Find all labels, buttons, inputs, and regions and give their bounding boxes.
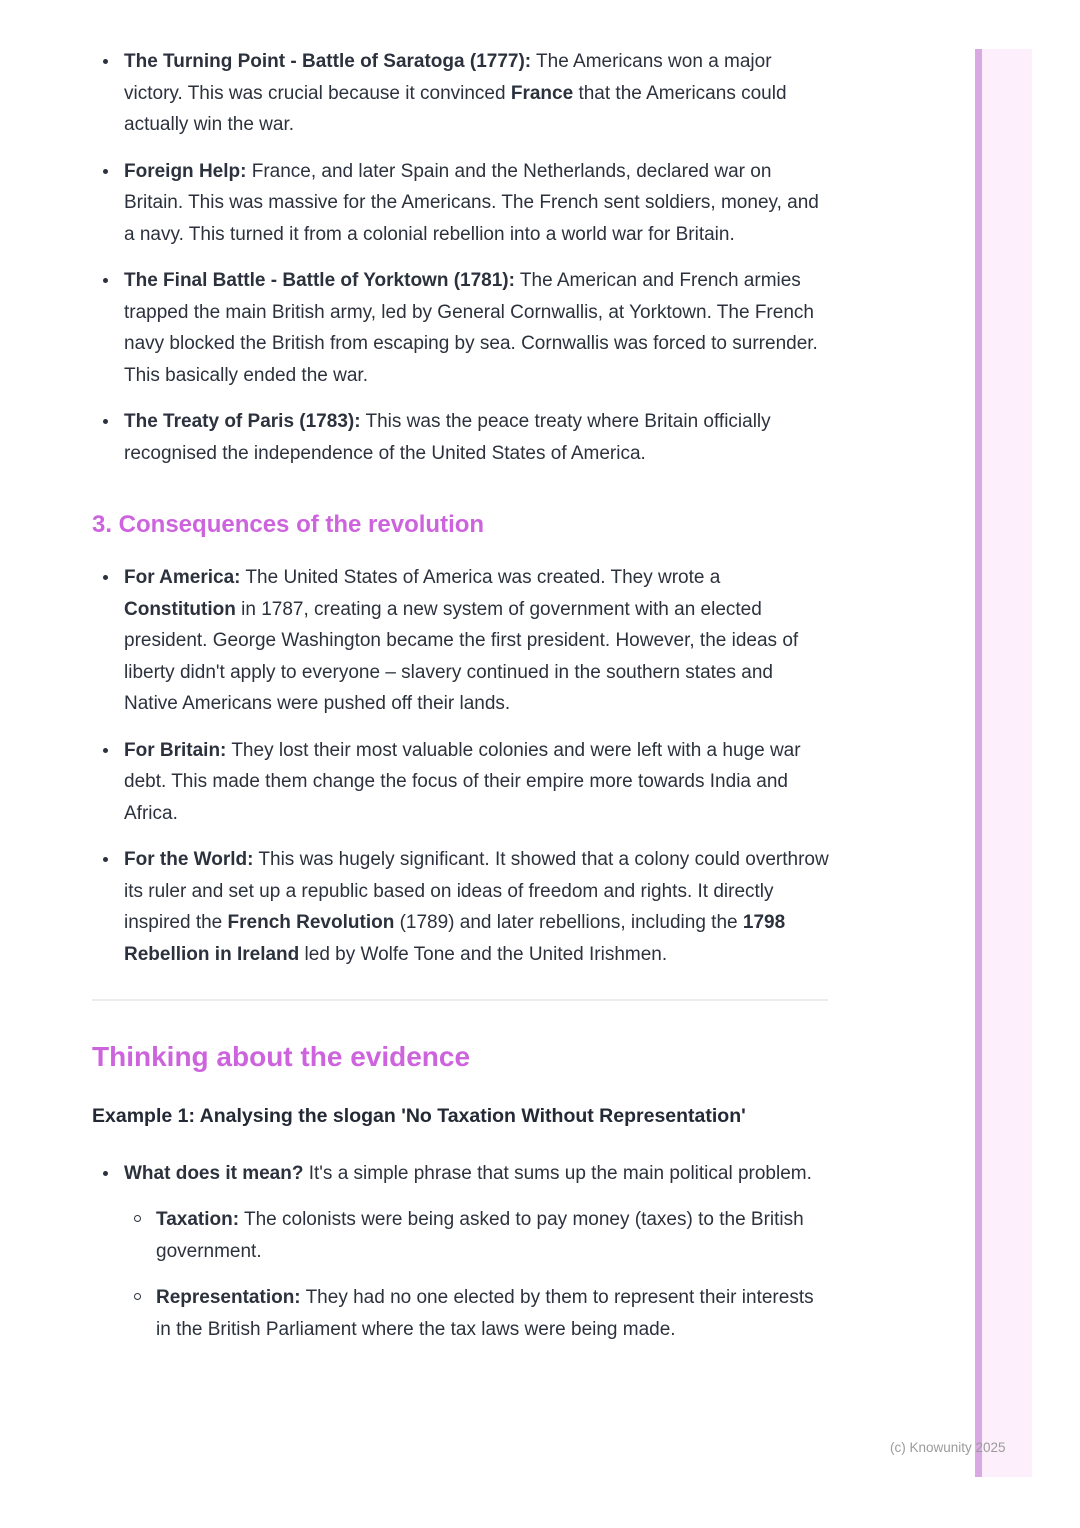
page-title-evidence: Thinking about the evidence [92,1041,471,1073]
list-item [92,46,832,141]
body-text: The Americans won a major victory. This was crucial because it convinced [124,51,772,104]
bold-text: For the World: [124,849,254,871]
bold-text: What does it mean? [124,1162,304,1184]
list-item [92,265,832,391]
list-item [92,156,832,251]
document-content [92,46,832,1360]
body-text: They lost their most valuable colonies and were left with a huge war debt. This made them change the focus of their empire more towards India and Africa. [124,739,801,824]
bold-text: Taxation: [156,1209,240,1231]
list-item [92,1158,832,1346]
section-heading-consequences: 3. Consequences of the revolution [92,511,485,538]
bold-text: The Final Battle - Battle of Yorktown (1781): [124,270,515,291]
bold-text: The Treaty of Paris (1783): [124,411,361,432]
body-text: (1789) and later rebellions, including the [394,912,743,934]
sub-list-item [124,1204,832,1267]
body-text: France, and later Spain and the Netherlands, declared war on Britain. This was massive for the Americans. The French sent soldiers, money, and a navy. This turned it from a colonial rebellion into a world war for Britain. [124,160,819,245]
decorative-sidebar [975,49,1032,1477]
bold-text: 1798 Rebellion in Ireland [124,912,786,965]
example-heading: Example 1: Analysing the slogan 'No Taxation Without Representation' [92,1105,746,1128]
bold-text: Representation: [156,1287,301,1309]
body-text: in 1787, creating a new system of government with an elected president. George Washington became the first president. However, the ideas of liberty didn't apply to everyone – slavery continued in the southern states and Native Americans were pushed off their lands. [124,598,799,715]
list-item [92,562,832,720]
sub-list [124,1204,832,1345]
body-text: The colonists were being asked to pay money (taxes) to the British government. [156,1209,804,1262]
sub-list-item [124,1282,832,1345]
list-item [92,844,832,970]
section-divider [92,999,828,1001]
body-text: This was the peace treaty where Britain officially recognised the independence of the United States of America. [124,411,771,464]
copyright-text: (c) Knowunity 2025 [890,1440,1006,1455]
bold-text: For Britain: [124,739,227,761]
consequences-list [92,562,832,970]
bold-text: France [510,82,574,104]
body-text: The United States of America was created. They wrote a [240,567,721,589]
list-item [92,406,832,469]
bold-text: The Turning Point - Battle of Saratoga (1777): [124,51,532,72]
body-text: It's a simple phrase that sums up the main political problem. [303,1162,812,1184]
war-events-list [92,46,832,469]
body-text: that the Americans could actually win the war. [124,82,787,135]
body-text: They had no one elected by them to represent their interests in the British Parliament where the tax laws were being made. [156,1287,814,1340]
bold-text: Foreign Help: [124,160,247,182]
bold-text: For America: [124,567,241,589]
bold-text: Constitution [124,598,236,620]
bold-text: French Revolution [227,912,395,934]
body-text: This was hugely significant. It showed that a colony could overthrow its ruler and set up a republic based on ideas of freedom and rights. It directly inspired the [124,849,829,934]
evidence-list [92,1158,832,1346]
list-item [92,735,832,830]
body-text: led by Wolfe Tone and the United Irishmen. [299,943,668,965]
body-text: The American and French armies trapped the main British army, led by General Cornwallis, at Yorktown. The French navy blocked the British from escaping by sea. Cornwallis was forced to surrender. This basically ended the war. [124,270,818,386]
